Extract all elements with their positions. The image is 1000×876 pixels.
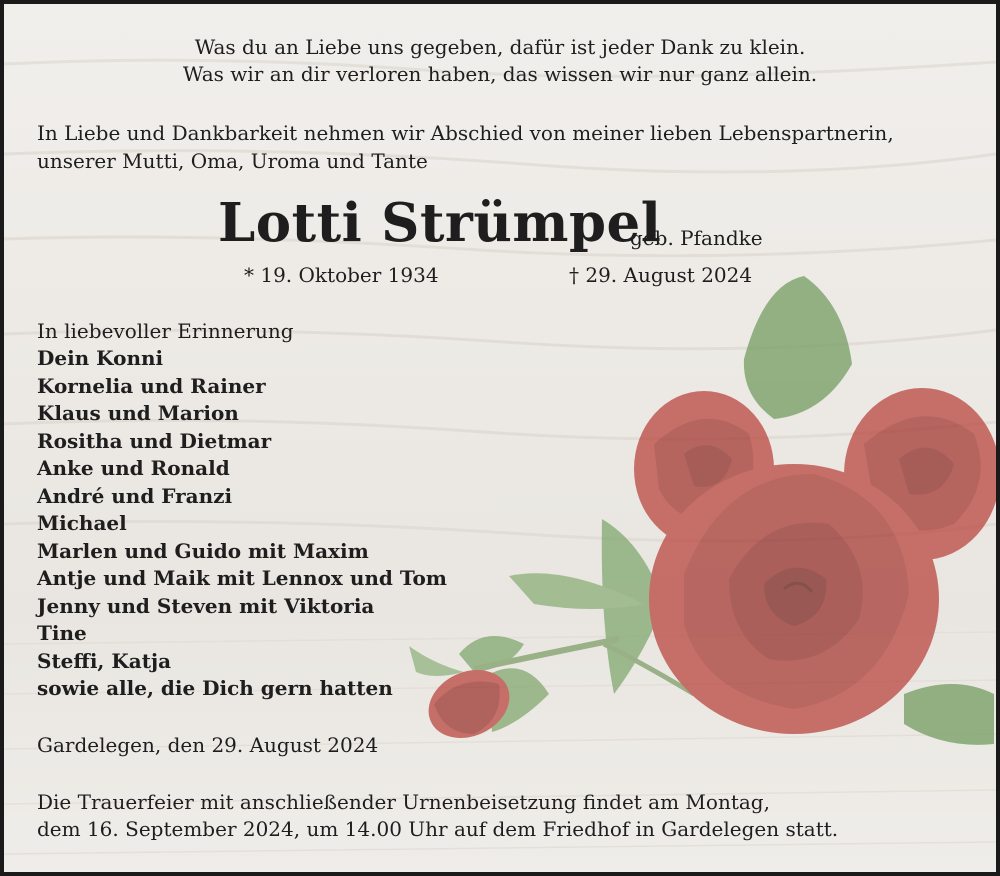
list-item: sowie alle, die Dich gern hatten	[37, 676, 393, 700]
place-date: Gardelegen, den 29. August 2024	[37, 733, 379, 757]
intro-line: In Liebe und Dankbarkeit nehmen wir Abschied von meiner lieben Lebenspartnerin,	[37, 121, 894, 145]
list-item: Antje und Maik mit Lennox und Tom	[37, 566, 447, 590]
poem	[4, 34, 996, 88]
list-item: Tine	[37, 621, 87, 645]
memory-heading-text: In liebevoller Erinnerung	[37, 319, 294, 343]
list-item: Michael	[37, 511, 127, 535]
poem-line: Was wir an dir verloren haben, das wissen wir nur ganz allein.	[182, 62, 818, 86]
list-item: Klaus und Marion	[37, 401, 239, 425]
ceremony-line: Die Trauerfeier mit anschließender Urnenbeisetzung findet am Montag,	[37, 790, 770, 814]
memory-heading	[37, 318, 294, 346]
list-item: Kornelia und Rainer	[37, 373, 266, 398]
birth-date: * 19. Oktober 1934	[244, 263, 439, 287]
birth-name: geb. Pfandke	[630, 226, 763, 250]
ceremony-line: dem 16. September 2024, um 14.00 Uhr auf dem Friedhof in Gardelegen statt.	[37, 817, 839, 841]
poem-line: Was du an Liebe uns gegeben, dafür ist jeder Dank zu klein.	[194, 35, 806, 59]
list-item: Anke und Ronald	[37, 456, 230, 480]
list-item: Jenny und Steven mit Viktoria	[37, 593, 375, 618]
list-item: Steffi, Katja	[37, 648, 172, 673]
intro-line: unserer Mutti, Oma, Uroma und Tante	[37, 149, 428, 173]
list-item: Marlen und Guido mit Maxim	[37, 538, 369, 563]
intro-text	[37, 119, 894, 175]
list-item: Rositha und Dietmar	[37, 428, 272, 453]
deceased-name: Lotti Strümpel	[218, 192, 662, 254]
mourners-list	[37, 345, 447, 703]
list-item: André und Franzi	[37, 483, 233, 508]
death-date: † 29. August 2024	[569, 263, 753, 287]
list-item: Dein Konni	[37, 346, 164, 370]
ceremony-info	[37, 789, 838, 843]
